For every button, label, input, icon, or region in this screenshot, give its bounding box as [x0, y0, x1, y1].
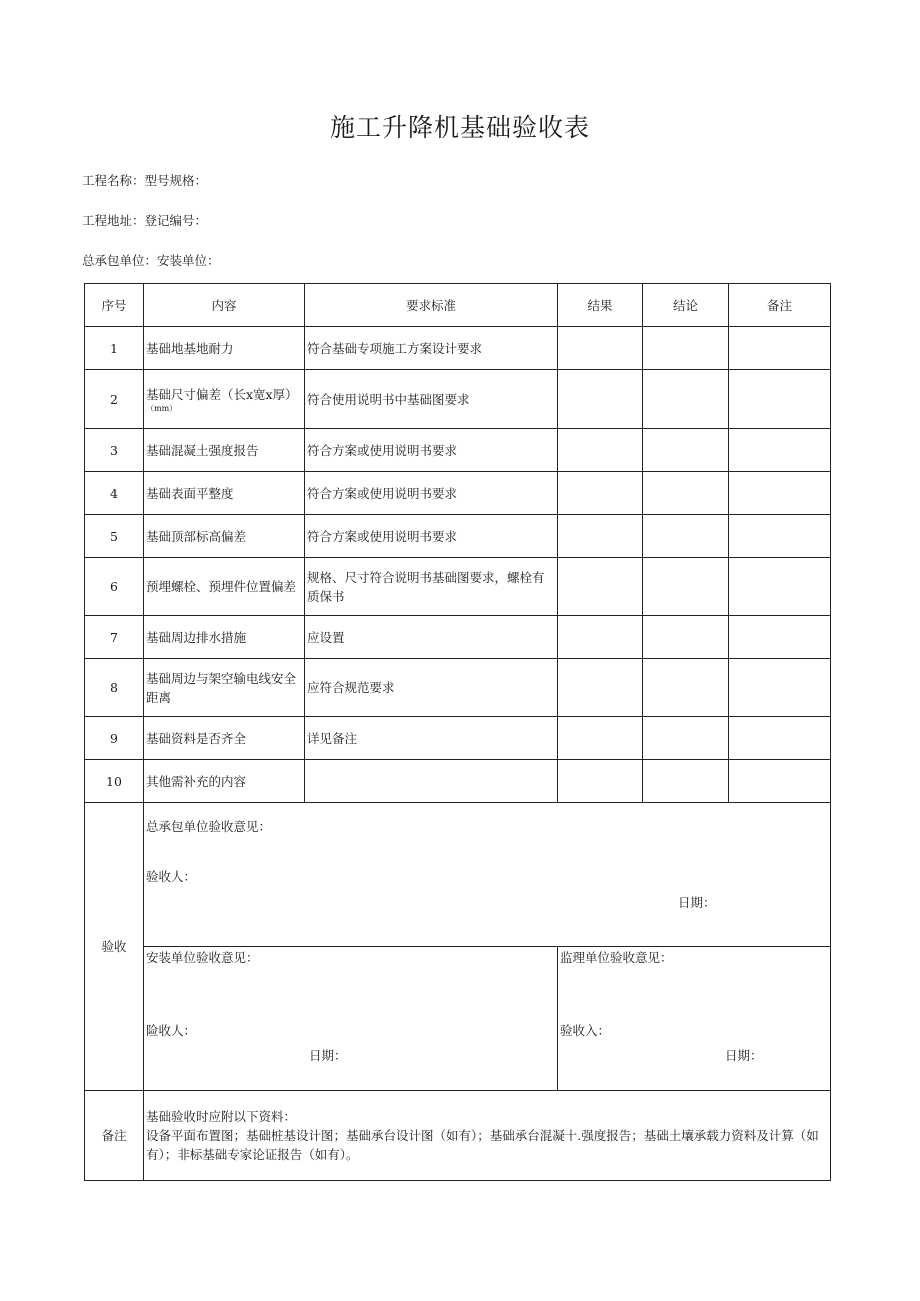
- general-contractor-label: 总承包单位：: [82, 253, 158, 268]
- row-no: 5: [85, 515, 144, 558]
- row-content: 基础资料是否齐全: [144, 717, 305, 760]
- installer-person-label: 险收人：: [146, 1023, 197, 1038]
- row-no: 1: [85, 327, 144, 370]
- remarks-row: [85, 1091, 831, 1181]
- general-contractor-opinion-cell[interactable]: [144, 803, 831, 947]
- row-remark-cell[interactable]: [729, 717, 831, 760]
- row-no: 7: [85, 616, 144, 659]
- row-standard: 符合基础专项施工方案设计要求: [305, 327, 558, 370]
- row-standard: 符合方案或使用说明书要求: [305, 472, 558, 515]
- header-no: 序号: [85, 284, 144, 327]
- row-content: 基础周边与架空输电线安全距离: [144, 659, 305, 717]
- row-content: 预埋螺栓、预埋件位置偏差: [144, 558, 305, 616]
- row-result-cell[interactable]: [558, 659, 643, 717]
- info-line-2: [82, 211, 207, 229]
- row-content-unit: （mm）: [146, 403, 178, 413]
- table-row: [85, 429, 831, 472]
- general-person-label: 验收人：: [146, 869, 197, 884]
- table-row: [85, 327, 831, 370]
- row-conclusion-cell[interactable]: [643, 616, 729, 659]
- supervisor-person-label: 验收入：: [560, 1023, 611, 1038]
- row-no: 6: [85, 558, 144, 616]
- installer-opinion-cell[interactable]: [144, 947, 558, 1091]
- installer-date-label: 日期：: [309, 1048, 347, 1063]
- row-remark-cell[interactable]: [729, 429, 831, 472]
- row-conclusion-cell[interactable]: [643, 429, 729, 472]
- project-name-label: 工程名称：: [82, 173, 145, 188]
- row-standard: 符合方案或使用说明书要求: [305, 515, 558, 558]
- row-content: 基础周边排水措施: [144, 616, 305, 659]
- table-row: [85, 616, 831, 659]
- row-result-cell[interactable]: [558, 515, 643, 558]
- header-conclusion: 结论: [643, 284, 729, 327]
- row-content: 基础混凝土强度报告: [144, 429, 305, 472]
- registration-label: 登记编号：: [144, 213, 208, 228]
- header-result: 结果: [558, 284, 643, 327]
- row-conclusion-cell[interactable]: [643, 515, 729, 558]
- row-no: 8: [85, 659, 144, 717]
- supervisor-opinion-cell[interactable]: [558, 947, 831, 1091]
- row-no: 2: [85, 370, 144, 429]
- row-remark-cell[interactable]: [729, 370, 831, 429]
- row-standard: 规格、尺寸符合说明书基础图要求，螺栓有质保书: [305, 558, 558, 616]
- row-standard: 详见备注: [305, 717, 558, 760]
- row-result-cell[interactable]: [558, 616, 643, 659]
- header-content: 内容: [144, 284, 305, 327]
- remarks-line-1: 基础验收时应附以下资料：: [146, 1109, 297, 1124]
- row-content-text: 基础尺寸偏差（长x宽x厚）: [146, 386, 298, 402]
- row-result-cell[interactable]: [558, 429, 643, 472]
- row-no: 3: [85, 429, 144, 472]
- model-label: 型号规格：: [144, 173, 208, 188]
- remarks-content: [144, 1091, 831, 1181]
- header-standard: 要求标准: [305, 284, 558, 327]
- acceptance-row-general: [85, 803, 831, 947]
- row-remark-cell[interactable]: [729, 616, 831, 659]
- row-remark-cell[interactable]: [729, 760, 831, 803]
- installer-opinion-label: 安装单位验收意见：: [146, 950, 259, 965]
- table-row: [85, 558, 831, 616]
- row-content: 其他需补充的内容: [144, 760, 305, 803]
- acceptance-label: 验收: [85, 803, 144, 1091]
- row-conclusion-cell[interactable]: [643, 760, 729, 803]
- supervisor-opinion-label: 监理单位验收意见：: [560, 950, 673, 965]
- table-row: [85, 515, 831, 558]
- general-date-label: 日期：: [678, 895, 716, 910]
- row-no: 4: [85, 472, 144, 515]
- row-result-cell[interactable]: [558, 760, 643, 803]
- row-conclusion-cell[interactable]: [643, 327, 729, 370]
- row-result-cell[interactable]: [558, 717, 643, 760]
- table-row: [85, 370, 831, 429]
- row-remark-cell[interactable]: [729, 659, 831, 717]
- row-result-cell[interactable]: [558, 472, 643, 515]
- row-remark-cell[interactable]: [729, 558, 831, 616]
- project-address-label: 工程地址：: [82, 213, 145, 228]
- row-remark-cell[interactable]: [729, 472, 831, 515]
- row-conclusion-cell[interactable]: [643, 558, 729, 616]
- row-result-cell[interactable]: [558, 327, 643, 370]
- row-content: 基础表面平整度: [144, 472, 305, 515]
- remarks-line-2: 设备平面布置图；基础桩基设计图；基础承台设计图（如有）；基础承台混凝十.强度报告；基础土壤承载力资料及计算（如有）；非标基础专家论证报告（如有）。: [146, 1128, 819, 1162]
- row-remark-cell[interactable]: [729, 327, 831, 370]
- supervisor-date-label: 日期：: [725, 1048, 763, 1063]
- table-row: [85, 760, 831, 803]
- table-row: [85, 717, 831, 760]
- row-no: 9: [85, 717, 144, 760]
- page-title: 施工升降机基础验收表: [329, 113, 590, 142]
- acceptance-table: [84, 283, 831, 1181]
- row-conclusion-cell[interactable]: [643, 370, 729, 429]
- table-header-row: [85, 284, 831, 327]
- acceptance-row-parties: [85, 947, 831, 1091]
- row-conclusion-cell[interactable]: [643, 717, 729, 760]
- info-line-1: [82, 171, 207, 189]
- row-standard: 符合使用说明书中基础图要求: [305, 370, 558, 429]
- row-no: 10: [85, 760, 144, 803]
- row-result-cell[interactable]: [558, 558, 643, 616]
- header-remark: 备注: [729, 284, 831, 327]
- row-content: 基础地基地耐力: [144, 327, 305, 370]
- row-standard[interactable]: [305, 760, 558, 803]
- table-row: [85, 472, 831, 515]
- row-content: 基础顶部标高偏差: [144, 515, 305, 558]
- row-standard: 应设置: [305, 616, 558, 659]
- row-result-cell[interactable]: [558, 370, 643, 429]
- remarks-label: 备注: [85, 1091, 144, 1181]
- row-conclusion-cell[interactable]: [643, 659, 729, 717]
- row-content: [144, 370, 305, 429]
- row-conclusion-cell[interactable]: [643, 472, 729, 515]
- row-standard: 符合方案或使用说明书要求: [305, 429, 558, 472]
- row-standard: 应符合规范要求: [305, 659, 558, 717]
- table-row: [85, 659, 831, 717]
- info-line-3: [82, 251, 220, 269]
- general-opinion-label: 总承包单位验收意见：: [146, 819, 272, 834]
- installer-label: 安装单位：: [157, 253, 220, 268]
- row-remark-cell[interactable]: [729, 515, 831, 558]
